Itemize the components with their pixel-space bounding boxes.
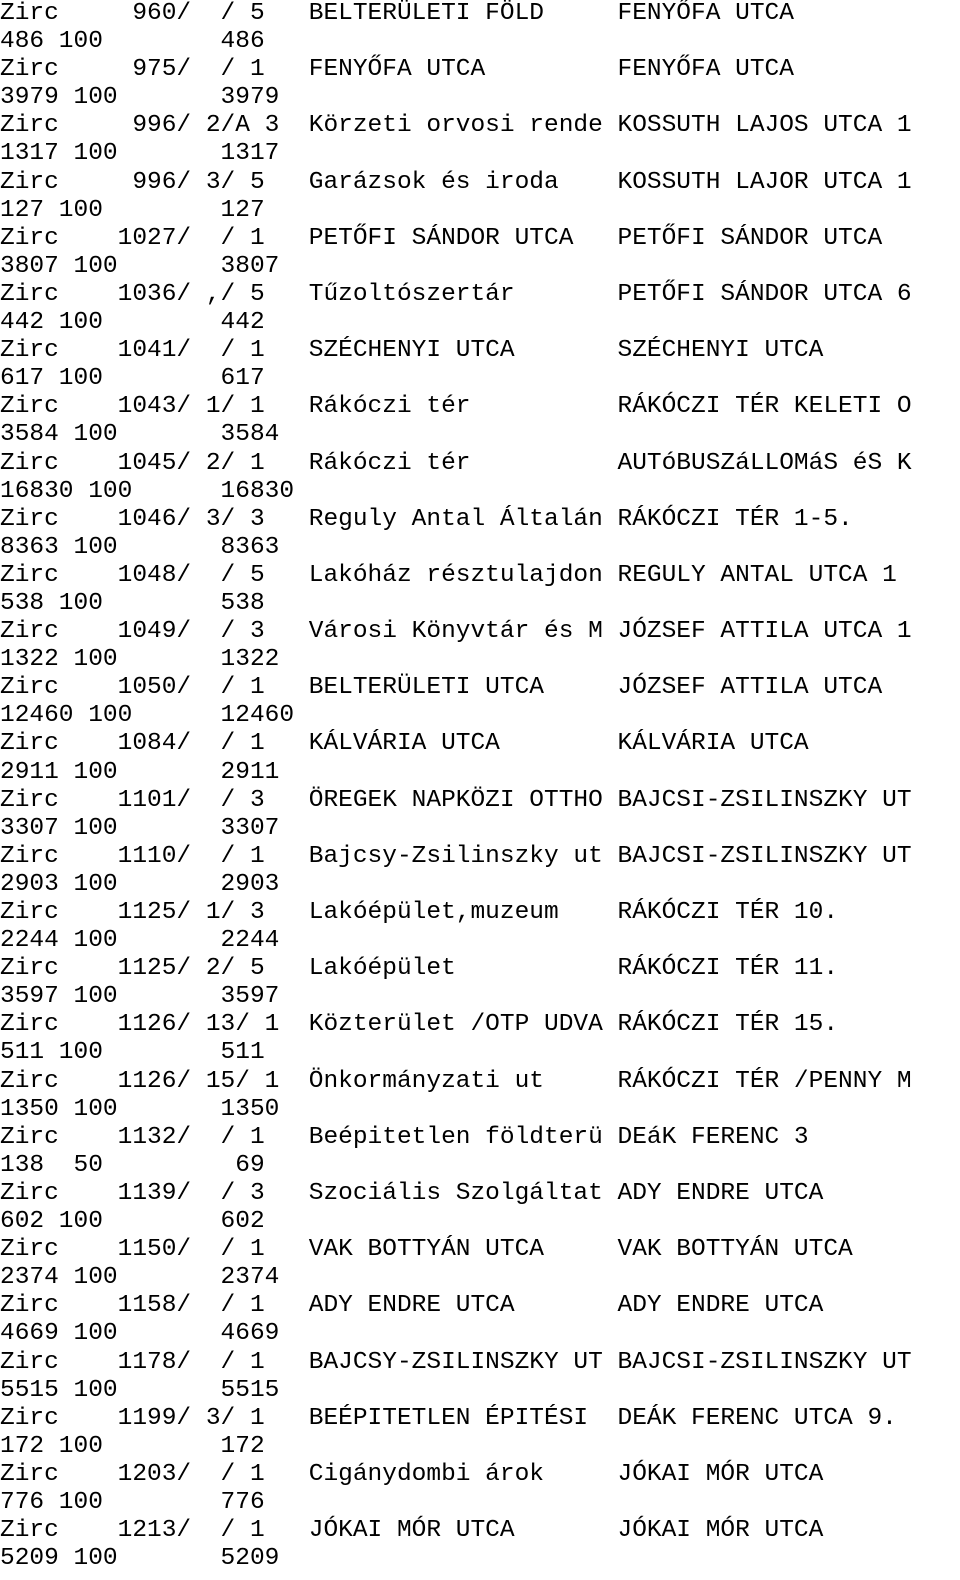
record-area-line: 3807 100 3807	[0, 252, 280, 280]
record-area-line: 12460 100 12460	[0, 702, 295, 730]
record-main-line: Zirc 996/ 3/ 5 Garázsok és iroda KOSSUTH LAJOR UTCA 1	[0, 168, 912, 196]
property-record	[0, 730, 960, 786]
property-record	[0, 1517, 960, 1573]
record-main-line: Zirc 1046/ 3/ 3 Reguly Antal Általán RÁKÓCZI TÉR 1-5.	[0, 505, 853, 533]
record-area-line: 8363 100 8363	[0, 533, 280, 561]
record-area-line: 3584 100 3584	[0, 421, 280, 449]
record-main-line: Zirc 1150/ / 1 VAK BOTTYÁN UTCA VAK BOTTYÁN UTCA	[0, 1236, 853, 1264]
record-area-line: 4669 100 4669	[0, 1320, 280, 1348]
record-main-line: Zirc 1027/ / 1 PETŐFI SÁNDOR UTCA PETŐFI SÁNDOR UTCA	[0, 224, 883, 252]
record-area-line: 538 100 538	[0, 589, 265, 617]
record-area-line: 442 100 442	[0, 309, 265, 337]
record-main-line: Zirc 1045/ 2/ 1 Rákóczi tér AUTóBUSZáLLOMáS éS K	[0, 449, 912, 477]
record-area-line: 1322 100 1322	[0, 646, 280, 674]
record-main-line: Zirc 1178/ / 1 BAJCSY-ZSILINSZKY UT BAJCSI-ZSILINSZKY UT	[0, 1348, 912, 1376]
record-area-line: 138 50 69	[0, 1151, 265, 1179]
record-main-line: Zirc 1041/ / 1 SZÉCHENYI UTCA SZÉCHENYI UTCA	[0, 337, 824, 365]
record-area-line: 776 100 776	[0, 1488, 265, 1516]
record-main-line: Zirc 960/ / 5 BELTERÜLETI FÖLD FENYŐFA UTCA	[0, 0, 794, 27]
property-record	[0, 1236, 960, 1292]
property-record	[0, 562, 960, 618]
property-record	[0, 337, 960, 393]
record-area-line: 602 100 602	[0, 1208, 265, 1236]
record-main-line: Zirc 996/ 2/A 3 Körzeti orvosi rende KOSSUTH LAJOS UTCA 1	[0, 112, 912, 140]
record-main-line: Zirc 1126/ 13/ 1 Közterület /OTP UDVA RÁKÓCZI TÉR 15.	[0, 1011, 839, 1039]
record-area-line: 172 100 172	[0, 1432, 265, 1460]
property-record	[0, 0, 960, 56]
record-main-line: Zirc 1110/ / 1 Bajcsy-Zsilinszky ut BAJCSI-ZSILINSZKY UT	[0, 842, 912, 870]
record-main-line: Zirc 1036/ ,/ 5 Tűzoltószertár PETŐFI SÁNDOR UTCA 6	[0, 280, 912, 308]
record-area-line: 3307 100 3307	[0, 814, 280, 842]
property-record	[0, 393, 960, 449]
property-record	[0, 1068, 960, 1124]
record-main-line: Zirc 1203/ / 1 Cigánydombi árok JÓKAI MÓR UTCA	[0, 1460, 824, 1488]
record-area-line: 5515 100 5515	[0, 1376, 280, 1404]
record-area-line: 617 100 617	[0, 365, 265, 393]
record-area-line: 3979 100 3979	[0, 84, 280, 112]
property-record	[0, 1461, 960, 1517]
property-record	[0, 1349, 960, 1405]
record-main-line: Zirc 975/ / 1 FENYŐFA UTCA FENYŐFA UTCA	[0, 56, 794, 84]
property-record	[0, 1124, 960, 1180]
record-main-line: Zirc 1084/ / 1 KÁLVÁRIA UTCA KÁLVÁRIA UTCA	[0, 730, 809, 758]
property-record	[0, 1292, 960, 1348]
property-record	[0, 225, 960, 281]
record-area-line: 2911 100 2911	[0, 758, 280, 786]
property-record	[0, 674, 960, 730]
record-area-line: 2244 100 2244	[0, 927, 280, 955]
property-record	[0, 618, 960, 674]
property-record	[0, 281, 960, 337]
record-main-line: Zirc 1101/ / 3 ÖREGEK NAPKÖZI OTTHO BAJCSI-ZSILINSZKY UT	[0, 786, 912, 814]
record-main-line: Zirc 1050/ / 1 BELTERÜLETI UTCA JÓZSEF ATTILA UTCA	[0, 674, 883, 702]
property-record	[0, 1405, 960, 1461]
record-main-line: Zirc 1213/ / 1 JÓKAI MÓR UTCA JÓKAI MÓR UTCA	[0, 1517, 824, 1545]
record-area-line: 486 100 486	[0, 28, 265, 56]
record-main-line: Zirc 1043/ 1/ 1 Rákóczi tér RÁKÓCZI TÉR KELETI O	[0, 393, 912, 421]
record-main-line: Zirc 1048/ / 5 Lakóház résztulajdon REGULY ANTAL UTCA 1	[0, 561, 897, 589]
record-main-line: Zirc 1125/ 1/ 3 Lakóépület,muzeum RÁKÓCZI TÉR 10.	[0, 899, 839, 926]
property-record	[0, 1011, 960, 1067]
record-main-line: Zirc 1049/ / 3 Városi Könyvtár és M JÓZSEF ATTILA UTCA 1	[0, 618, 912, 646]
record-area-line: 2903 100 2903	[0, 870, 280, 898]
property-record	[0, 56, 960, 112]
record-area-line: 2374 100 2374	[0, 1264, 280, 1292]
property-record	[0, 506, 960, 562]
record-main-line: Zirc 1125/ 2/ 5 Lakóépület RÁKÓCZI TÉR 11.	[0, 955, 839, 983]
record-area-line: 1350 100 1350	[0, 1095, 280, 1123]
record-area-line: 16830 100 16830	[0, 477, 295, 505]
property-record	[0, 843, 960, 899]
record-main-line: Zirc 1199/ 3/ 1 BEÉPITETLEN ÉPITÉSI DEÁK FERENC UTCA 9.	[0, 1404, 897, 1432]
property-record	[0, 1180, 960, 1236]
property-record	[0, 112, 960, 168]
record-area-line: 1317 100 1317	[0, 140, 280, 168]
record-area-line: 3597 100 3597	[0, 983, 280, 1011]
property-record	[0, 450, 960, 506]
property-record	[0, 787, 960, 843]
record-area-line: 511 100 511	[0, 1039, 265, 1067]
record-area-line: 127 100 127	[0, 196, 265, 224]
record-main-line: Zirc 1158/ / 1 ADY ENDRE UTCA ADY ENDRE UTCA	[0, 1292, 824, 1320]
property-record	[0, 955, 960, 1011]
record-main-line: Zirc 1139/ / 3 Szociális Szolgáltat ADY ENDRE UTCA	[0, 1179, 824, 1207]
property-record	[0, 169, 960, 225]
property-record	[0, 899, 960, 955]
record-area-line: 5209 100 5209	[0, 1545, 280, 1573]
record-main-line: Zirc 1132/ / 1 Beépitetlen földterü DEáK FERENC 3	[0, 1123, 809, 1151]
record-main-line: Zirc 1126/ 15/ 1 Önkormányzati ut RÁKÓCZI TÉR /PENNY M	[0, 1067, 912, 1095]
